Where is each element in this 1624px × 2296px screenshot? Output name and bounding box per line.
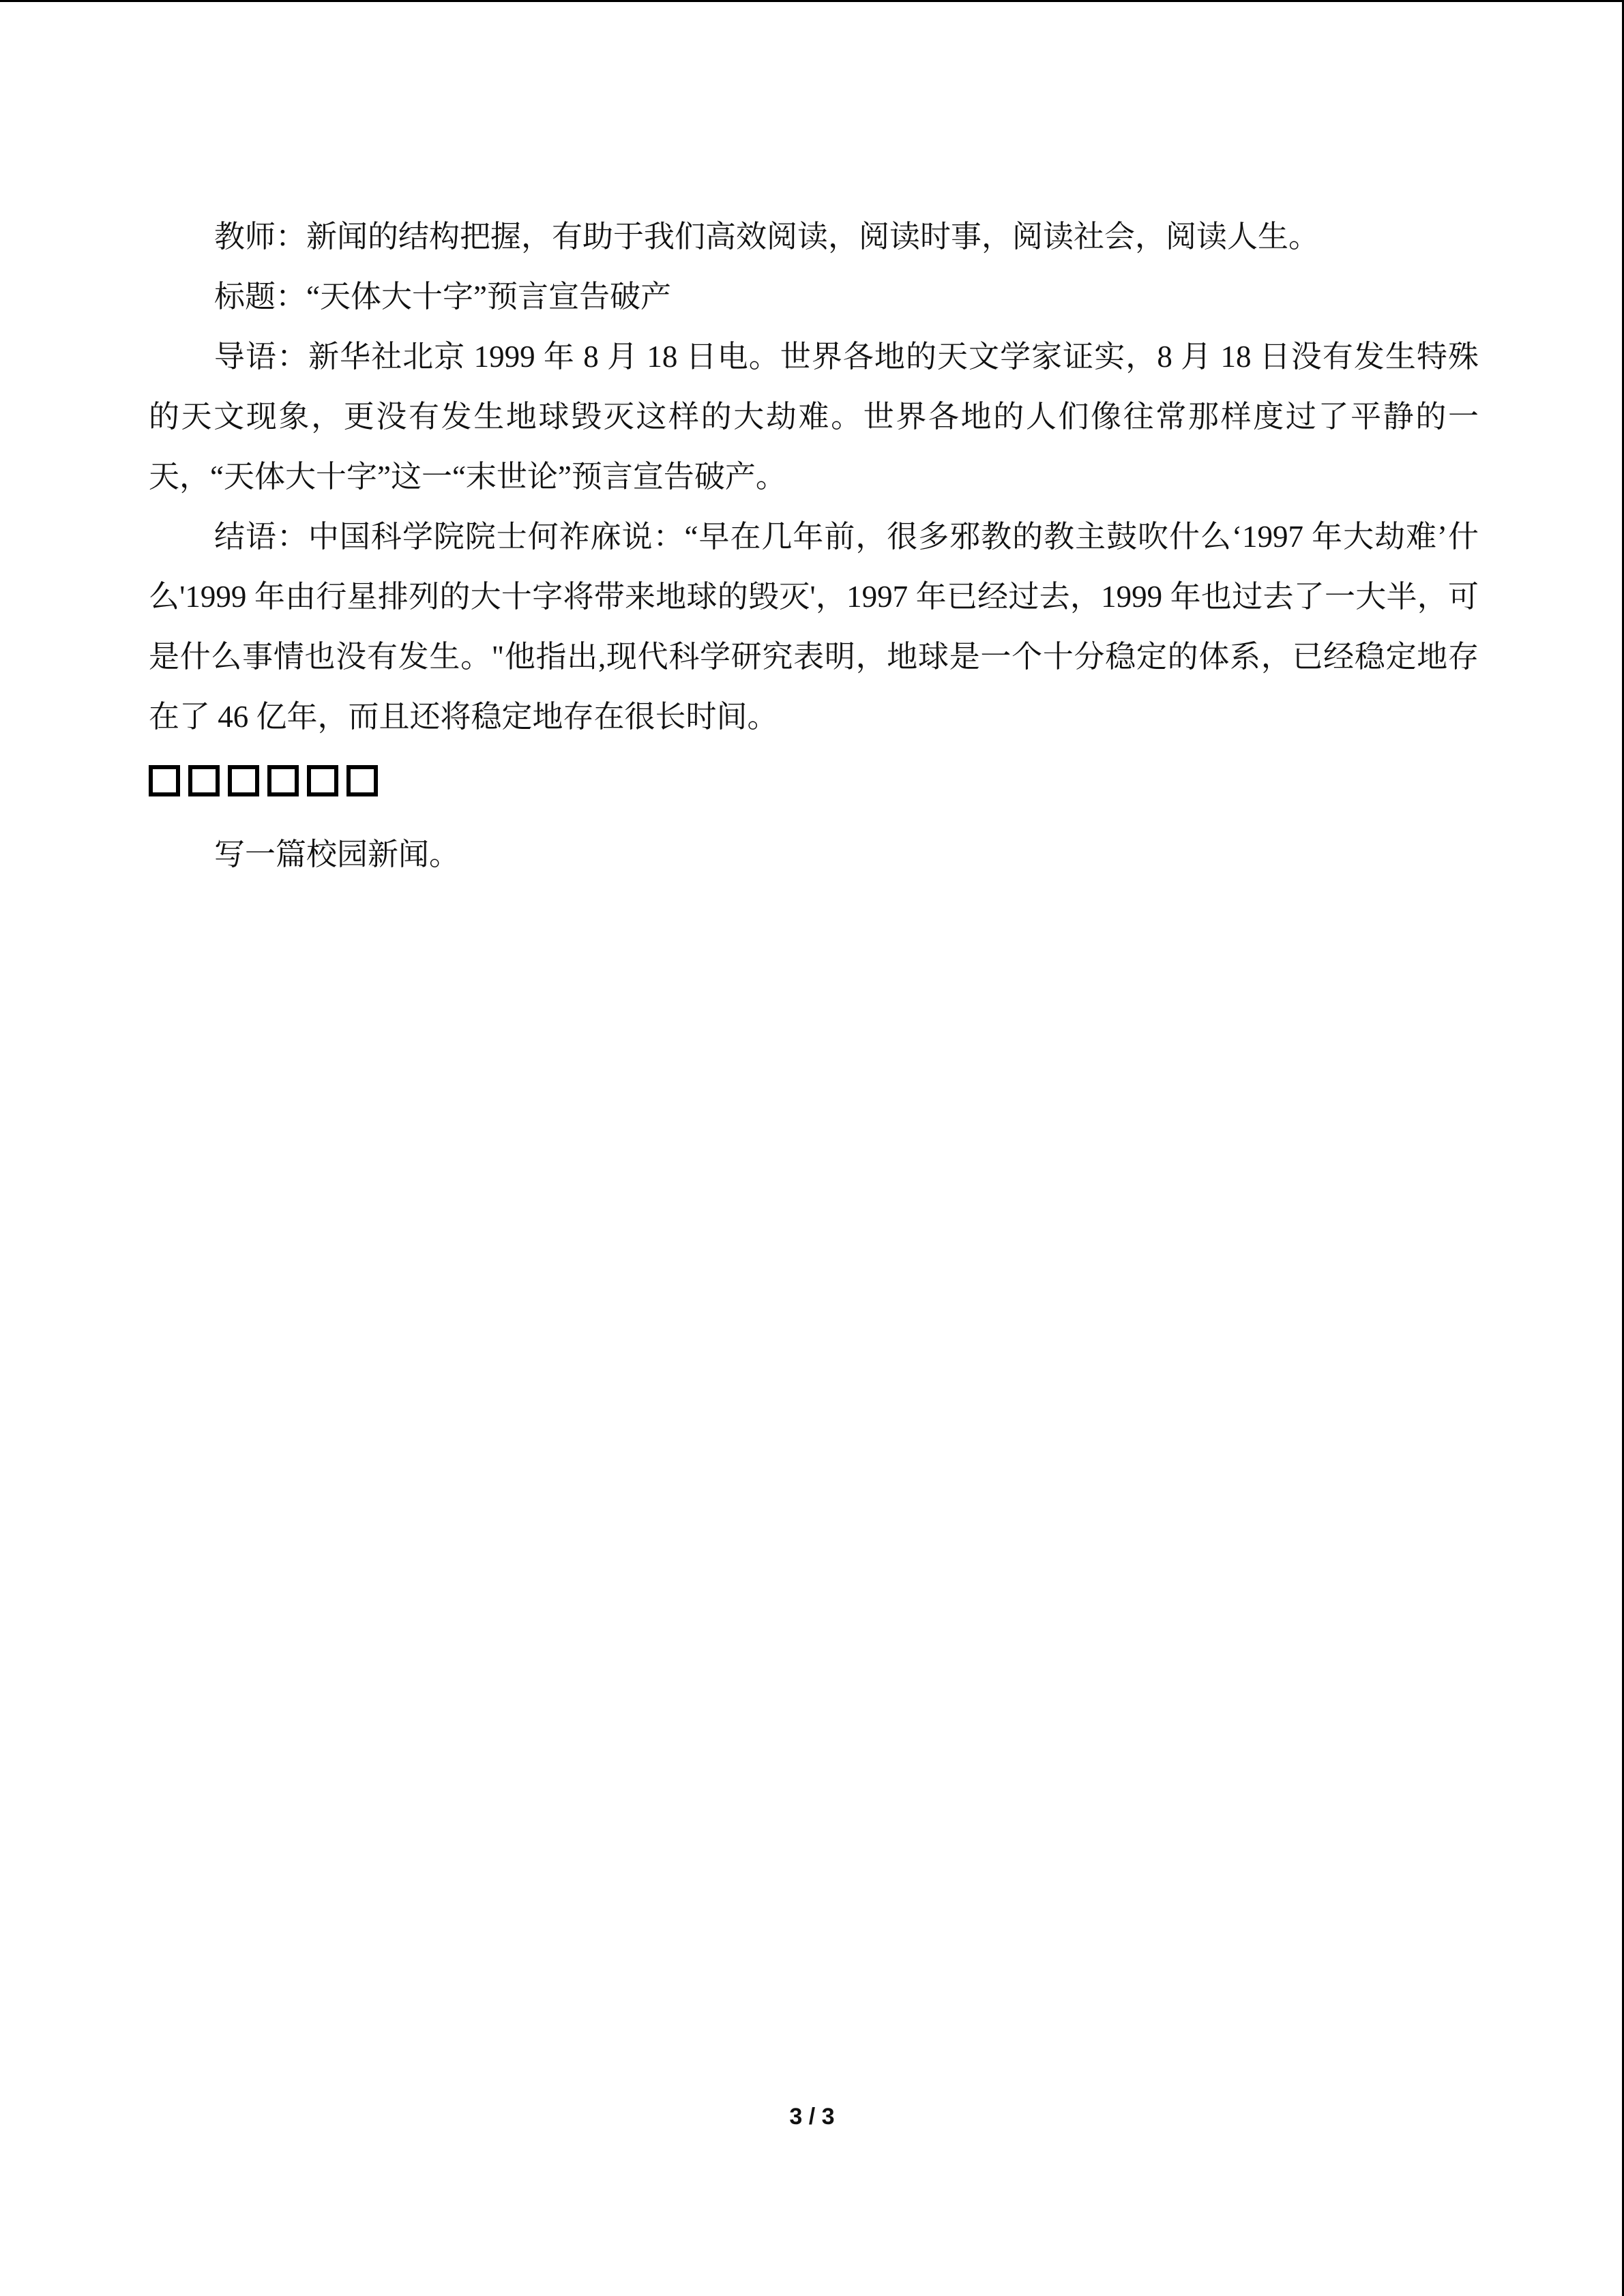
missing-glyph-box (307, 765, 338, 796)
missing-glyph-box (228, 765, 259, 796)
section-heading-missing-glyphs (149, 760, 1479, 801)
missing-glyph-box (267, 765, 299, 796)
news-lead-paragraph: 导语：新华社北京 1999 年 8 月 18 日电。世界各地的天文学家证实，8 月 18 日没有发生特殊的天文现象，更没有发生地球毁灭这样的大劫难。世界各地的人们像往常那样度过了平静的一天，“天体大十字”这一“末世论”预言宣告破产。 (149, 340, 1479, 494)
assignment-paragraph: 写一篇校园新闻。 (214, 837, 460, 871)
missing-glyph-box (346, 765, 378, 796)
document-body (149, 207, 1479, 884)
news-conclusion-paragraph: 结语：中国科学院院士何祚庥说：“早在几年前，很多邪教的教主鼓吹什么‘1997 年大劫难’什么'1999 年由行星排列的大十字将带来地球的毁灭'，1997 年已经过去，1999 年也过去了一大半，可是什么事情也没有发生。"他指出,现代科学研究表明，地球是一个十分稳定的体系，已经稳定地存在了 46 亿年，而且还将稳定地存在很长时间。 (149, 520, 1479, 734)
missing-glyph-box (149, 765, 180, 796)
news-title-paragraph: 标题：“天体大十字”预言宣告破产 (214, 280, 671, 314)
page-number: 3 / 3 (789, 2104, 835, 2130)
missing-glyph-box (188, 765, 220, 796)
teacher-paragraph: 教师：新闻的结构把握，有助于我们高效阅读，阅读时事，阅读社会，阅读人生。 (214, 220, 1320, 254)
